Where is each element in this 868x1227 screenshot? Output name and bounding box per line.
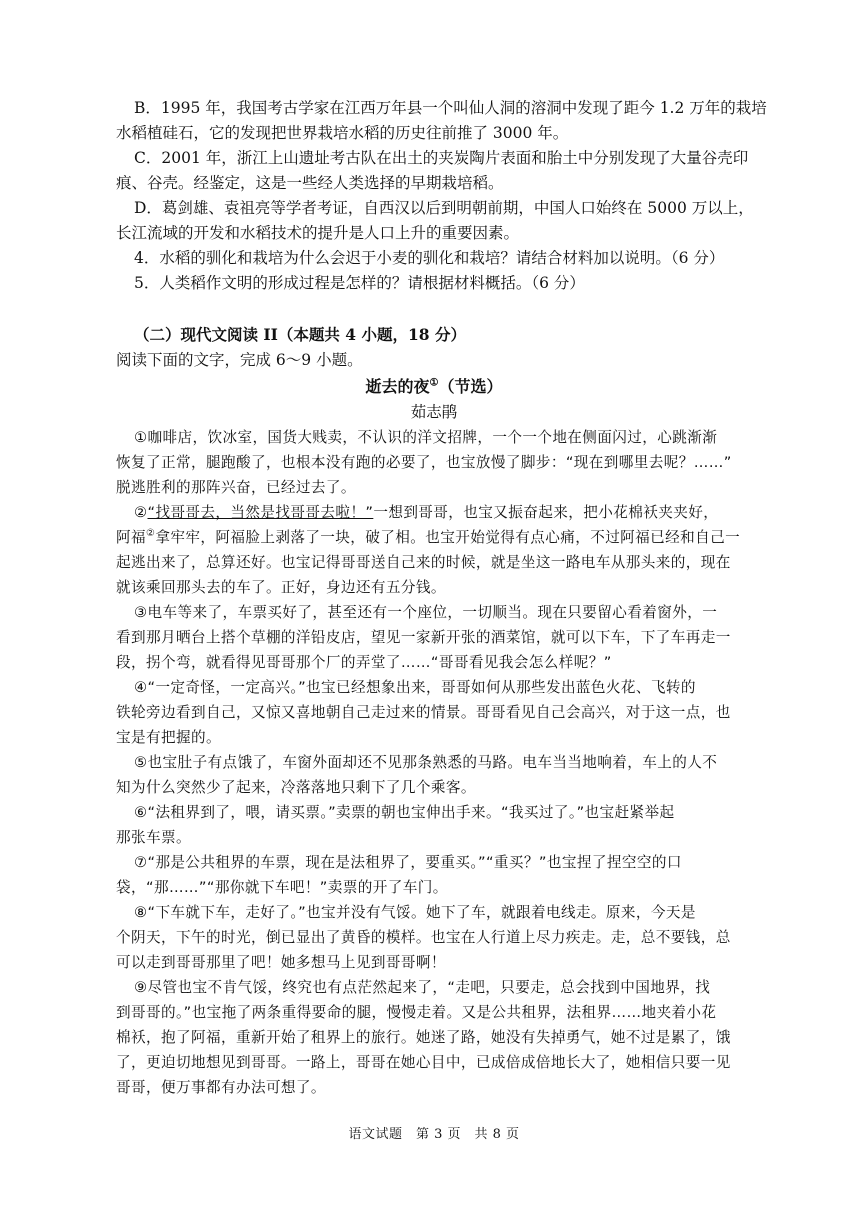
- option-d-line: D．葛剑雄、袁祖亮等学者考证，自西汉以后到明朝前期，中国人口始终在 5000 万以上，: [134, 199, 754, 217]
- paragraph-line: 脱逃胜利的那阵兴奋，已经过去了。: [116, 478, 356, 496]
- paragraph-line: 知为什么突然少了起来，冷落落地只剩下了几个乘客。: [116, 778, 476, 796]
- article-title-text: 逝去的夜: [365, 377, 430, 396]
- paragraph-line: 看到那月晒台上搭个草棚的洋铅皮店，望见一家新开张的酒菜馆，就可以下车，下了车再走一: [116, 628, 731, 646]
- paragraph-line: 宝是有把握的。: [116, 728, 221, 746]
- paragraph-5: [116, 751, 766, 801]
- paragraph-line: ⑥“法租界到了，喂，请买票。”卖票的朝也宝伸出手来。“我买过了。”也宝赶紧举起: [134, 804, 675, 821]
- paragraph-8: [116, 901, 766, 976]
- question-5: [116, 271, 766, 296]
- paragraph-line: ⑧“下车就下车，走好了。”也宝并没有气馁。她下了车，就跟着电线走。原来，今天是: [134, 904, 696, 921]
- paragraph-text: 一想到哥哥，也宝又振奋起来，把小花棉袄夹夹好，: [373, 504, 719, 521]
- paragraph-line: 哥哥，便万事都有办法可想了。: [116, 1078, 326, 1096]
- paragraph-line: ①咖啡店，饮冰室，国货大贱卖，不认识的洋文招牌，一个一个地在侧面闪过，心跳渐渐: [134, 429, 718, 446]
- option-b-line: 水稻植硅石，它的发现把世界栽培水稻的历史往前推了 3000 年。: [116, 123, 569, 142]
- instruction-text: 阅读下面的文字，完成 6～9 小题。: [116, 351, 363, 369]
- paragraph-3: [116, 601, 766, 676]
- page-footer: 语文试题 第 3 页 共 8 页: [348, 1127, 520, 1142]
- paragraph-4: [116, 676, 766, 751]
- option-b: [116, 96, 766, 146]
- article-title-suffix: （节选）: [438, 377, 503, 396]
- question-4: [116, 246, 766, 271]
- title-footnote-marker: ①: [429, 377, 439, 389]
- paragraph-7: [116, 851, 766, 901]
- paragraph-line: 铁轮旁边看到自己，又惊又喜地朝自己走过来的情景。哥哥看见自己会高兴，对于这一点，也: [116, 703, 731, 721]
- paragraph-line: ④“一定奇怪，一定高兴。”也宝已经想象出来，哥哥如何从那些发出蓝色火花、飞转的: [134, 679, 696, 696]
- paragraph-line: ③电车等来了，车票买好了，甚至还有一个座位，一切顺当。现在只要留心看着窗外，一: [134, 604, 718, 621]
- paragraph-text: 阿福: [116, 528, 146, 546]
- paragraph-line: ⑨尽管也宝不肯气馁，终究也有点茫然起来了，“走吧，只要走，总会找到中国地界，找: [134, 979, 711, 996]
- paragraph-line: 那张车票。: [116, 828, 191, 846]
- article-author: 茹志鹃: [410, 403, 458, 421]
- paragraph-line: 了，更迫切地想见到哥哥。一路上，哥哥在她心目中，已成倍成倍地长大了，她相信只要一见: [116, 1053, 731, 1071]
- paragraph-line: 起逃出来了，总算还好。也宝记得哥哥送自己来的时候，就是坐这一路电车从那头来的，现在: [116, 553, 731, 571]
- section-heading-text: （二）现代文阅读 II（本题共 4 小题，18 分）: [134, 325, 466, 344]
- paragraph-1: [116, 426, 766, 501]
- question-4-text: 4．水稻的驯化和栽培为什么会迟于小麦的驯化和栽培？请结合材料加以说明。（6 分）: [134, 249, 725, 267]
- paragraph-line: 恢复了正常，腿跑酸了，也根本没有跑的必要了，也宝放慢了脚步：“现在到哪里去呢？……”: [116, 453, 732, 471]
- underlined-sentence: “找哥哥去，当然是找哥哥去啦！”: [147, 504, 374, 521]
- option-d: [116, 196, 766, 246]
- article-title: [0, 375, 868, 399]
- paragraph-line: ⑦“那是公共租界的车票，现在是法租界了，要重买。”“重买？”也宝捏了捏空空的口: [134, 854, 682, 871]
- section-heading: [116, 323, 766, 348]
- paragraph-line: 就该乘回那头去的车了。正好，身边还有五分钱。: [116, 578, 446, 596]
- footnote-marker: ②: [146, 528, 156, 540]
- paragraph-text: 拿牢牢，阿福脸上剥落了一块，破了相。也宝开始觉得有点心痛，不过阿福已经和自己一: [155, 528, 741, 546]
- paragraph-line: 可以走到哥哥那里了吧！她多想马上见到哥哥啊！: [116, 953, 446, 971]
- question-5-text: 5．人类稻作文明的形成过程是怎样的？请根据材料概括。（6 分）: [134, 274, 585, 292]
- paragraph-line: [116, 526, 766, 551]
- paragraph-9: [116, 976, 766, 1101]
- paragraph-line: [116, 501, 766, 526]
- option-d-line: 长江流域的开发和水稻技术的提升是人口上升的重要因素。: [116, 223, 520, 242]
- option-c-line: C．2001 年，浙江上山遗址考古队在出土的夹炭陶片表面和胎土中分别发现了大量谷壳印: [134, 149, 749, 167]
- paragraph-line: 段，拐个弯，就看得见哥哥那个厂的弄堂了……“哥哥看见我会怎么样呢？”: [116, 653, 612, 671]
- paragraph-6: [116, 801, 766, 851]
- instruction: [116, 348, 766, 373]
- paragraph-line: 棉袄，抱了阿福，重新开始了租界上的旅行。她迷了路，她没有失掉勇气，她不过是累了，饿: [116, 1028, 731, 1046]
- paragraph-line: 袋，“那……”“那你就下车吧！”卖票的开了车门。: [116, 878, 448, 896]
- option-b-line: B．1995 年，我国考古学家在江西万年县一个叫仙人洞的溶洞中发现了距今 1.2 万年的栽培: [134, 99, 767, 117]
- option-c: [116, 146, 766, 196]
- paragraph-number: ②: [134, 504, 148, 521]
- paragraph-2: [116, 501, 766, 601]
- paragraph-line: 到哥哥的。”也宝拖了两条重得要命的腿，慢慢走着。又是公共租界，法租界……地夹着小花: [116, 1003, 717, 1021]
- paragraph-line: 个阴天，下午的时光，倒已显出了黄昏的模样。也宝在人行道上尽力疾走。走，总不要钱，总: [116, 928, 731, 946]
- paragraph-line: ⑤也宝肚子有点饿了，车窗外面却还不见那条熟悉的马路。电车当当地响着，车上的人不: [134, 754, 718, 771]
- option-c-line: 痕、谷壳。经鉴定，这是一些经人类选择的早期栽培稻。: [116, 173, 504, 192]
